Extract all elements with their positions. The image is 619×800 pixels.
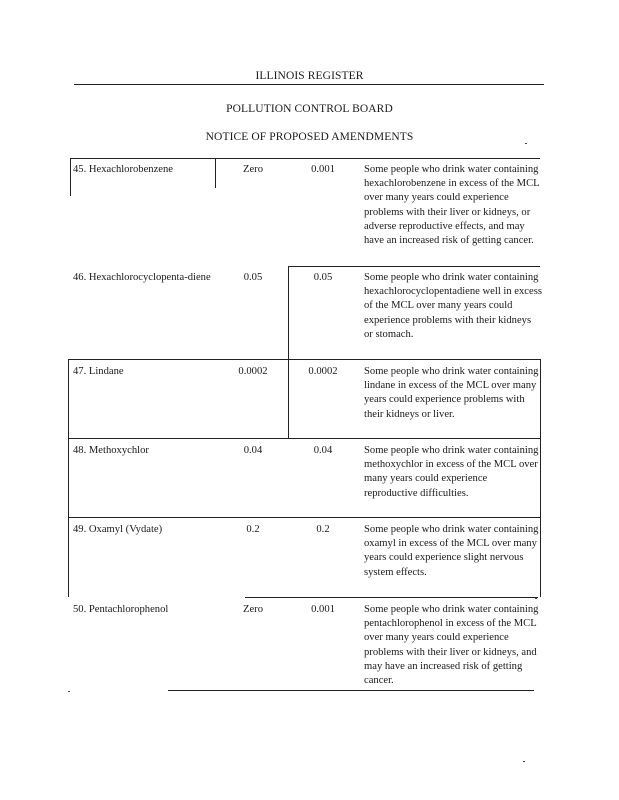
table-rule	[215, 158, 216, 188]
contaminant-cell: 45. Hexachlorobenzene	[73, 164, 174, 175]
contaminant-cell: 50. Pentachlorophenol	[73, 604, 169, 615]
register-title: ILLINOIS REGISTER	[255, 70, 364, 82]
mcl-cell: 0.05	[313, 272, 333, 283]
mcl-cell: 0.2	[316, 524, 330, 535]
table-rule	[168, 690, 534, 691]
scan-mark	[523, 761, 525, 762]
scan-mark	[535, 598, 537, 599]
table-rule	[68, 517, 540, 518]
health-effects-cell: Some people who drink water containing pentachlorophenol in excess of the MCL over many years could experience problems with their liver or kidneys, and may have an increased risk of getting cancer.	[364, 604, 539, 687]
table-rule	[68, 517, 69, 597]
mclg-cell: Zero	[243, 164, 263, 175]
table-rule	[68, 438, 540, 439]
contaminant-cell: 49. Oxamyl (Vydate)	[73, 524, 163, 535]
contaminant-cell: 48. Methoxychlor	[73, 445, 149, 456]
mcl-cell: 0.001	[311, 164, 335, 175]
board-title: POLLUTION CONTROL BOARD	[226, 103, 393, 115]
mclg-cell: 0.05	[243, 272, 263, 283]
scan-mark	[68, 691, 70, 692]
health-effects-cell: Some people who drink water containing hexachlorobenzene in excess of the MCL over many years could experience problems with their liver or kidneys, or adverse reproductive effects, and may have an increased risk of getting cancer.	[364, 164, 540, 247]
table-rule	[288, 266, 540, 267]
table-rule	[288, 266, 289, 438]
table-rule	[68, 359, 69, 519]
mclg-cell: 0.04	[243, 445, 263, 456]
mcl-cell: 0.04	[313, 445, 333, 456]
contaminant-cell: 47. Lindane	[73, 366, 124, 377]
mcl-cell: 0.0002	[308, 366, 338, 377]
mclg-cell: 0.0002	[238, 366, 268, 377]
scan-mark	[525, 143, 527, 144]
health-effects-cell: Some people who drink water containing hexachlorocyclopentadiene well in excess of the MCL over many years could experience problems with their kidneys or stomach.	[364, 272, 542, 340]
health-effects-cell: Some people who drink water containing lindane in excess of the MCL over many years could experience problems with their kidneys or liver.	[364, 366, 539, 420]
header-rule	[74, 84, 544, 85]
health-effects-cell: Some people who drink water containing methoxychlor in excess of the MCL over many years could experience reproductive difficulties.	[364, 445, 539, 499]
mclg-cell: Zero	[243, 604, 263, 615]
table-rule	[70, 158, 540, 159]
table-rule	[70, 158, 71, 196]
mclg-cell: 0.2	[246, 524, 260, 535]
table-rule	[540, 359, 541, 597]
table-rule	[245, 597, 538, 598]
notice-title: NOTICE OF PROPOSED AMENDMENTS	[205, 131, 414, 143]
health-effects-cell: Some people who drink water containing oxamyl in excess of the MCL over many years could experience slight nervous system effects.	[364, 524, 539, 578]
mcl-cell: 0.001	[311, 604, 335, 615]
table-rule	[68, 359, 540, 360]
contaminant-cell: 46. Hexachlorocyclopenta-diene	[73, 272, 211, 283]
